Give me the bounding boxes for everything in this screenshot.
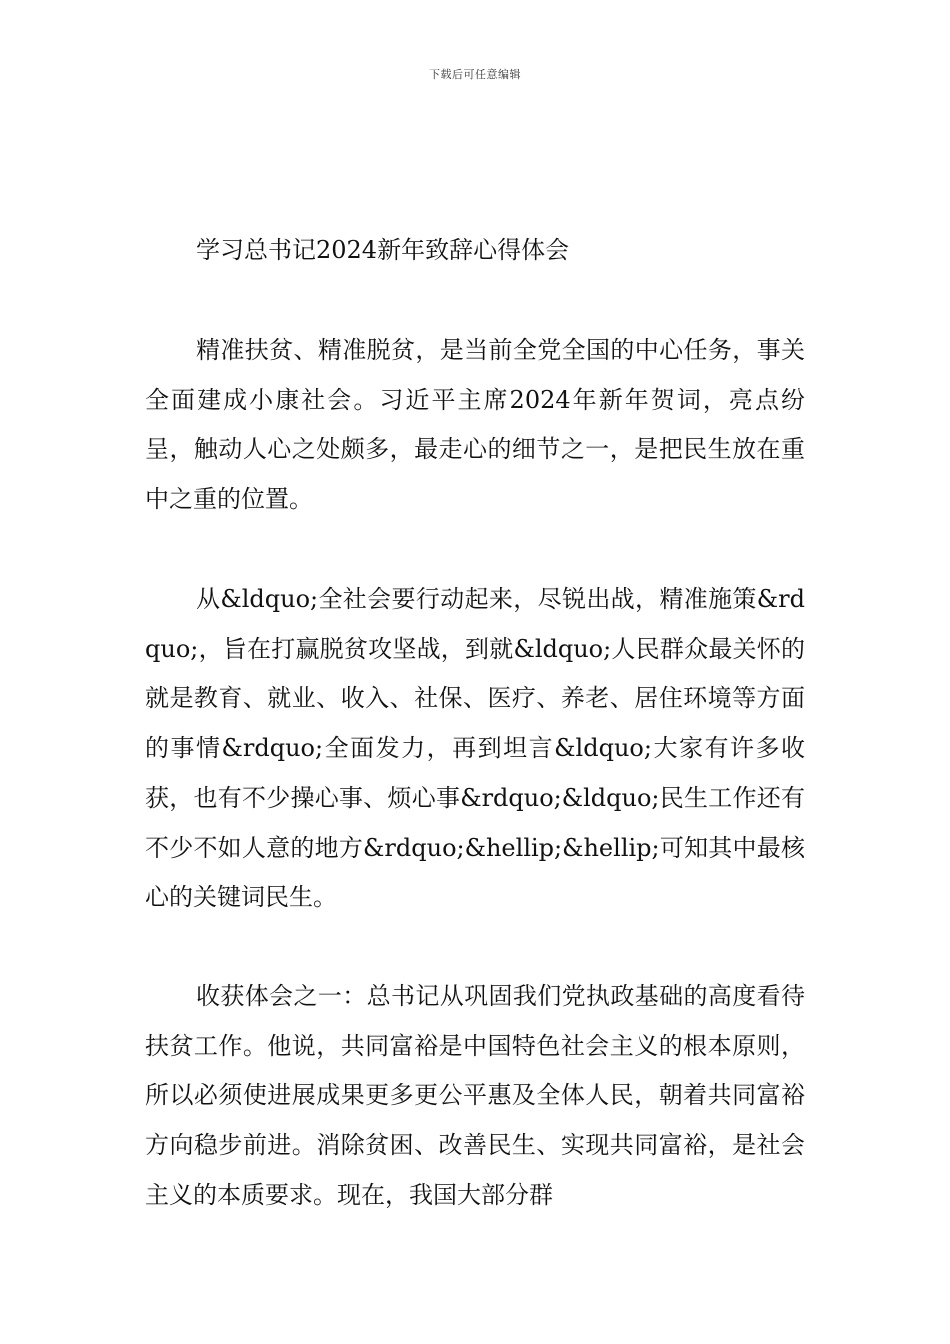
paragraph-2: 从&ldquo;全社会要行动起来，尽锐出战，精准施策&rdquo;，旨在打赢脱贫攻坚战，到就&ldquo;人民群众最关怀的就是教育、就业、收入、社保、医疗、养老、居住环境等方面的事情&rdquo;全面发力，再到坦言&ldquo;大家有许多收获，也有不少操心事、烦心事&rdquo;&ldquo;民生工作还有不少不如人意的地方&rdquo;&hellip;&hellip;可知其中最核心的关键词民生。 bbox=[145, 585, 805, 912]
paragraph-1: 精准扶贫、精准脱贫，是当前全党全国的中心任务，事关全面建成小康社会。习近平主席2024年新年贺词，亮点纷呈，触动人心之处颇多，最走心的细节之一，是把民生放在重中之重的位置。 bbox=[145, 336, 805, 514]
document-title: 学习总书记2024新年致辞心得体会 bbox=[196, 236, 570, 264]
paragraph-3: 收获体会之一：总书记从巩固我们党执政基础的高度看待扶贫工作。他说，共同富裕是中国特色社会主义的根本原则，所以必须使进展成果更多更公平惠及全体人民，朝着共同富裕方向稳步前进。消除贫困、改善民生、实现共同富裕，是社会主义的本质要求。现在，我国大部分群 bbox=[145, 982, 805, 1209]
header-note: 下载后可任意编辑 bbox=[429, 68, 521, 81]
